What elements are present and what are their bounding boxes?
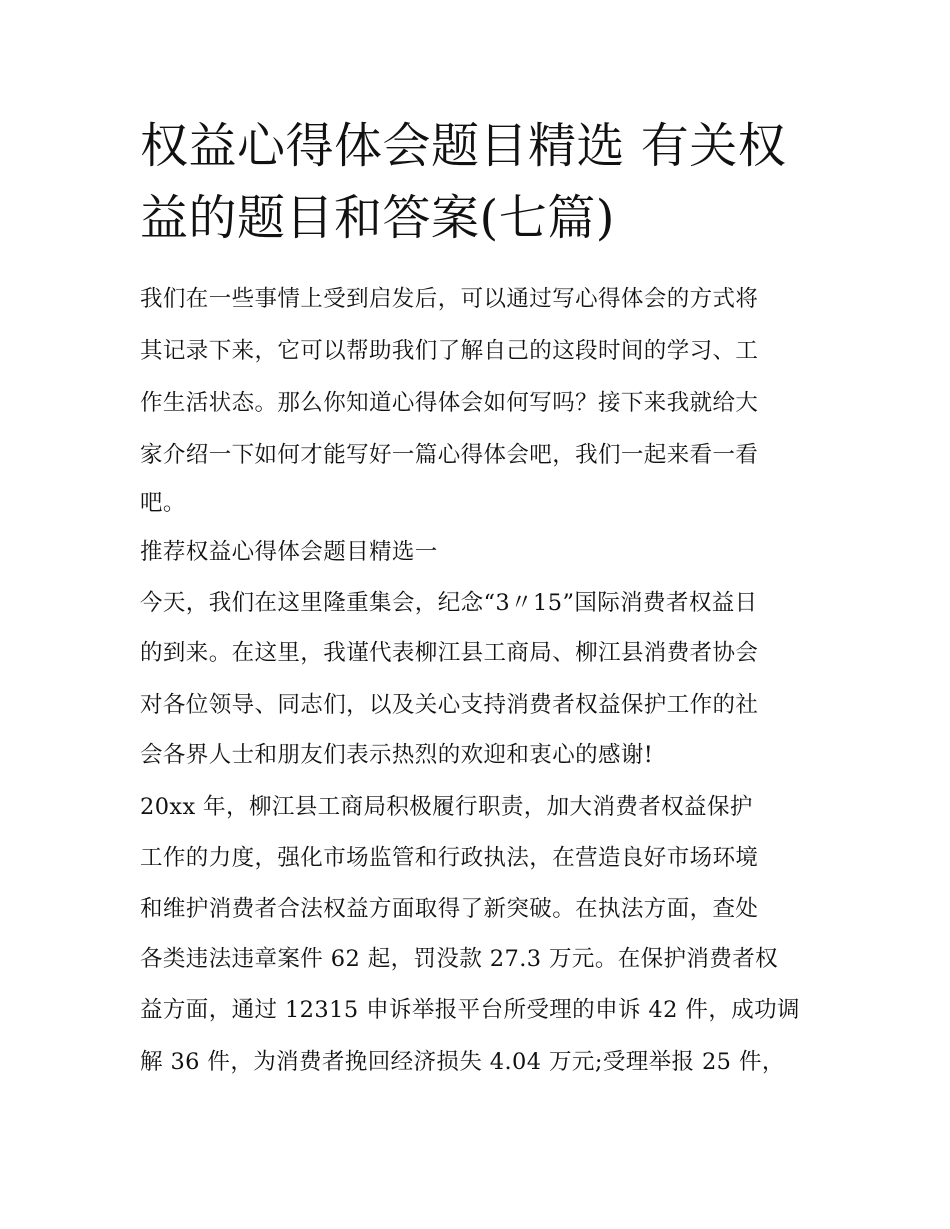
- paragraph-line: 对各位领导、同志们，以及关心支持消费者权益保护工作的社: [140, 692, 759, 718]
- document-title: [140, 110, 820, 254]
- paragraph-line: 解 36 件，为消费者挽回经济损失 4.04 万元;受理举报 25 件，: [140, 1049, 785, 1075]
- section-heading: 推荐权益心得体会题目精选一: [140, 539, 438, 565]
- paragraph-line: 会各界人士和朋友们表示热烈的欢迎和衷心的感谢!: [140, 742, 654, 768]
- paragraph-line: 和维护消费者合法权益方面取得了新突破。在执法方面，查处: [140, 896, 759, 922]
- title-line: 益的题目和答案(七篇): [140, 190, 615, 246]
- paragraph-line: 工作的力度，强化市场监管和行政执法，在营造良好市场环境: [140, 845, 759, 871]
- intro-line: 吧。: [140, 490, 186, 516]
- intro-line: 其记录下来，它可以帮助我们了解自己的这段时间的学习、工: [140, 338, 759, 364]
- paragraph-line: 各类违法违章案件 62 起，罚没款 27.3 万元。在保护消费者权: [140, 946, 779, 972]
- paragraph-line: 益方面，通过 12315 申诉举报平台所受理的申诉 42 件，成功调: [140, 997, 800, 1023]
- title-line: 权益心得体会题目精选 有关权: [140, 118, 787, 174]
- intro-line: 作生活状态。那么你知道心得体会如何写吗？接下来我就给大: [140, 390, 759, 416]
- intro-line: 家介绍一下如何才能写好一篇心得体会吧，我们一起来看一看: [140, 442, 759, 468]
- intro-line: 我们在一些事情上受到启发后，可以通过写心得体会的方式将: [140, 286, 759, 312]
- paragraph-line: 今天，我们在这里隆重集会，纪念“3〃15”国际消费者权益日: [140, 590, 758, 616]
- paragraph-line: 的到来。在这里，我谨代表柳江县工商局、柳江县消费者协会: [140, 640, 759, 666]
- paragraph-line: 20xx 年，柳江县工商局积极履行职责，加大消费者权益保护: [140, 794, 753, 820]
